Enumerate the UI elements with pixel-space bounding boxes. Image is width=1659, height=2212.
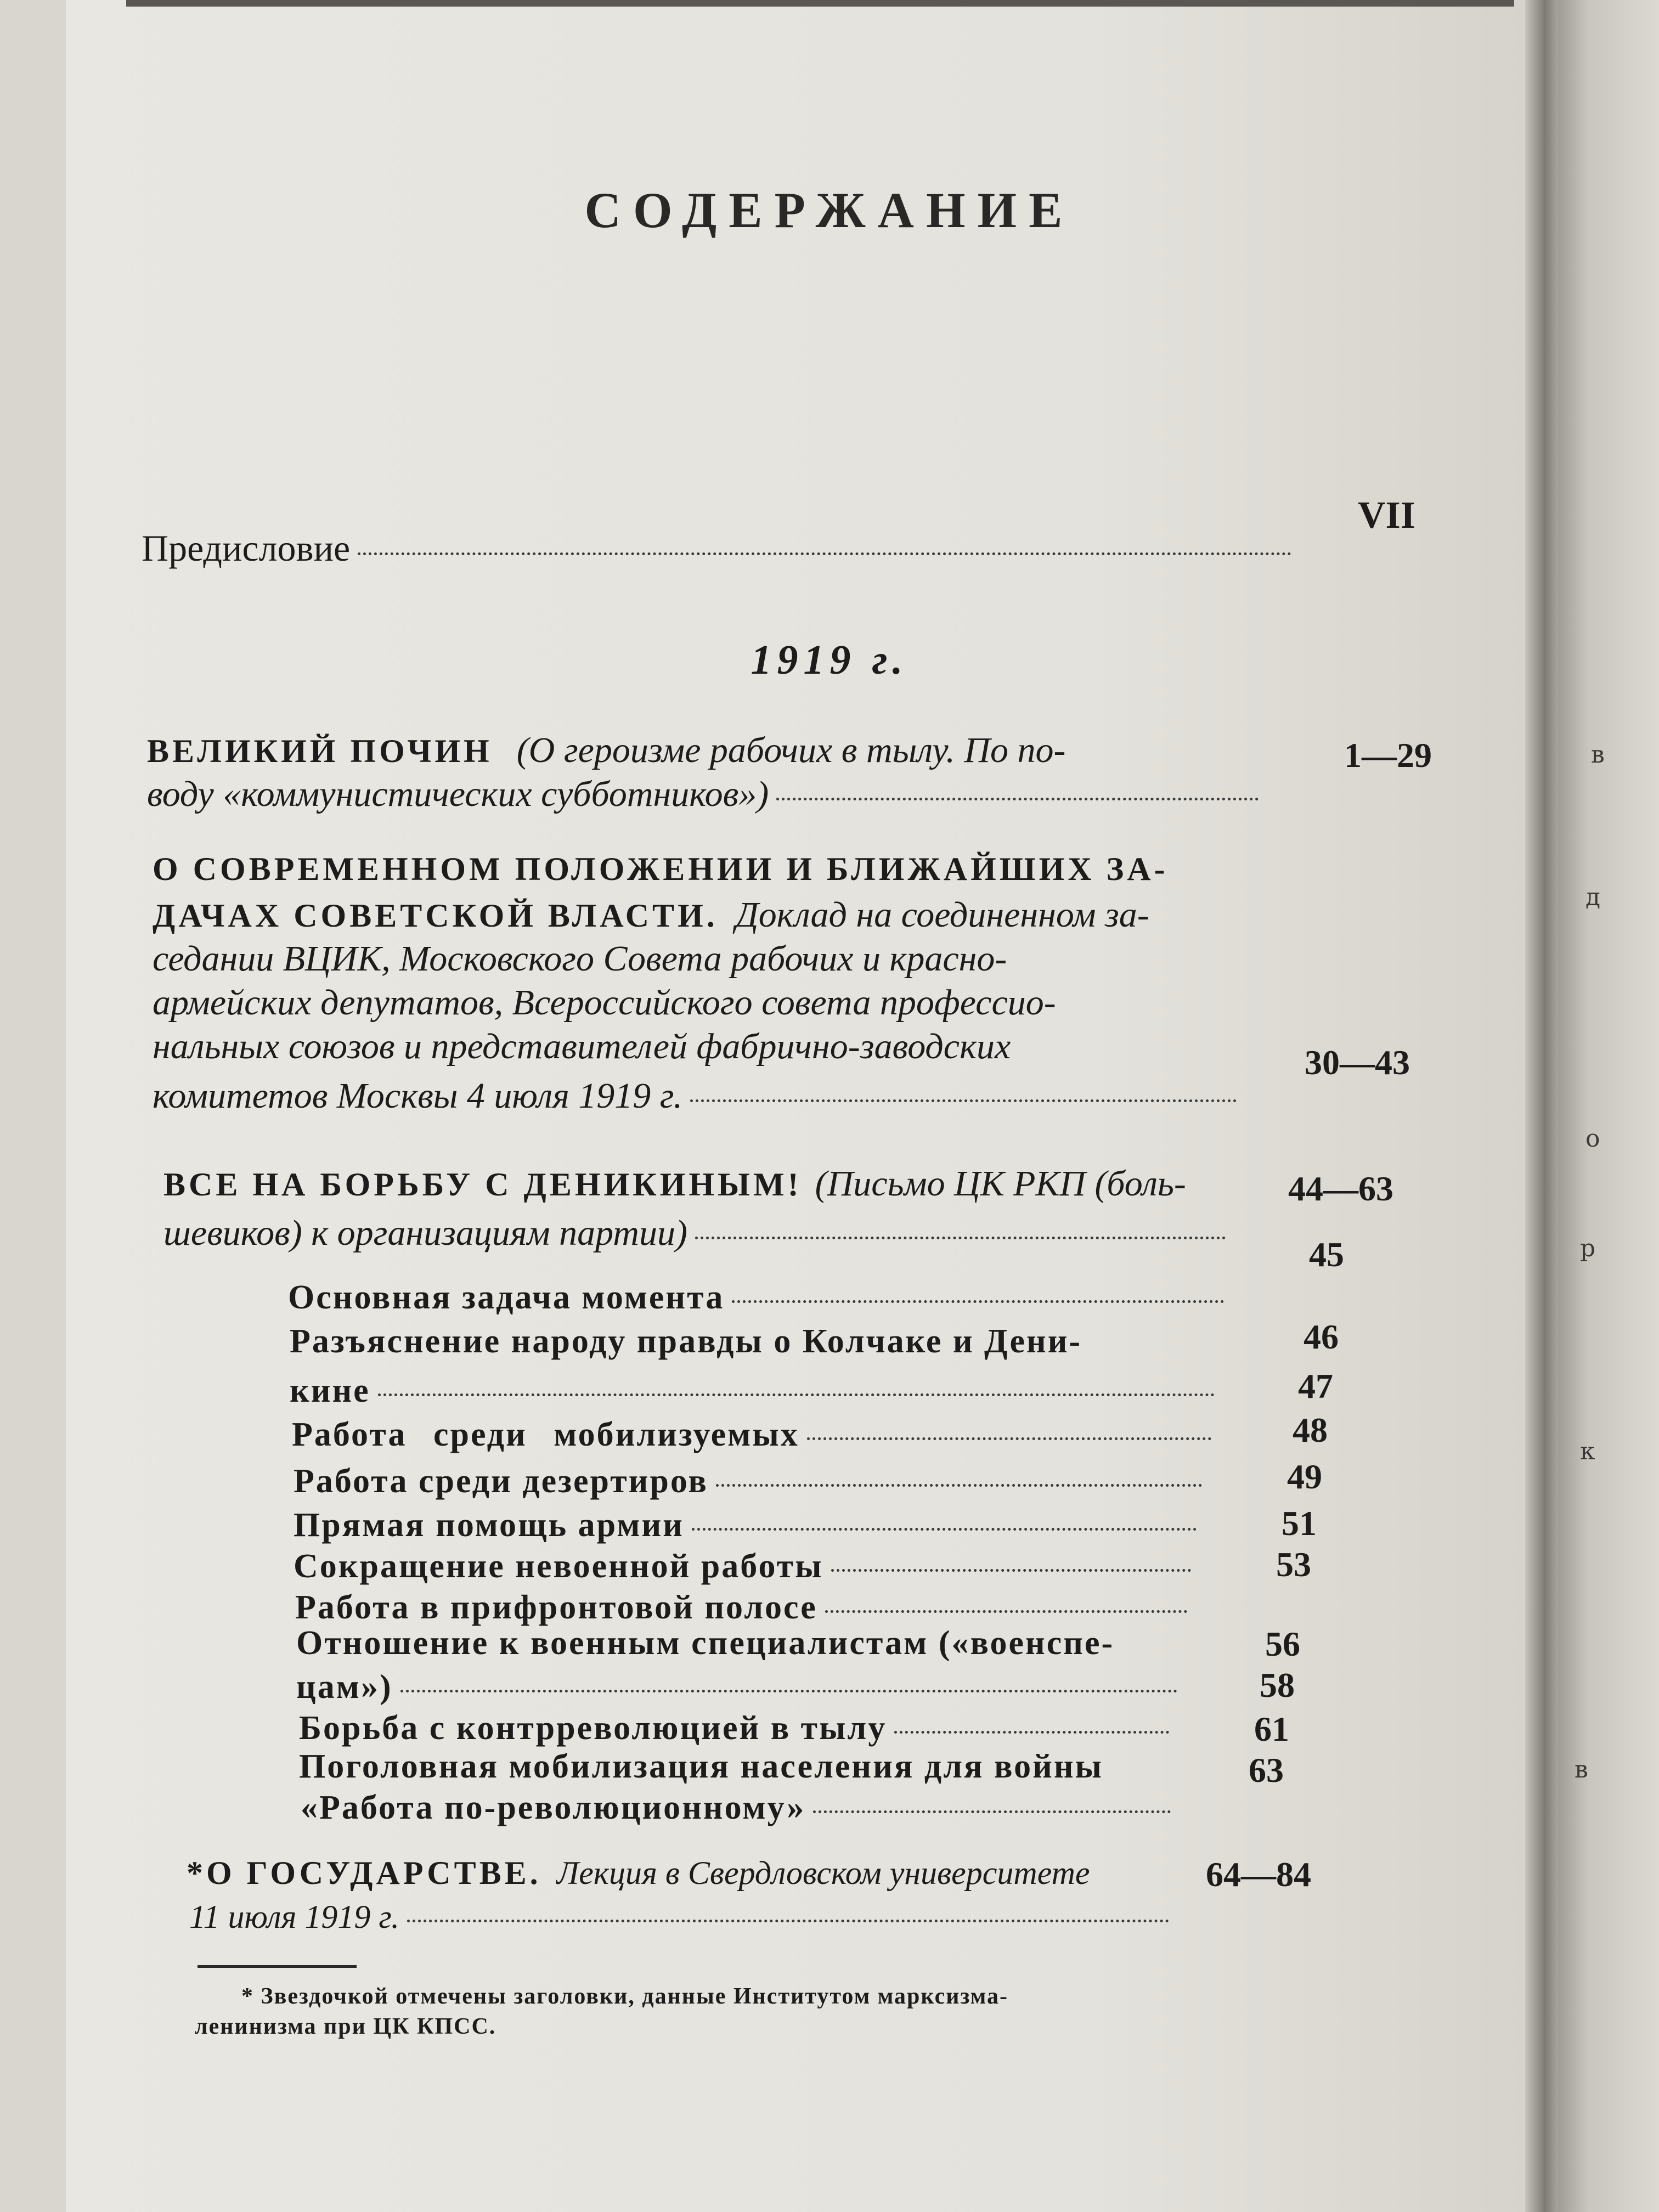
toc-entry-desc: (Письмо ЦК РКП (боль- [815,1164,1186,1204]
leader-dots [378,1393,1215,1396]
toc-subentry-label: «Работа по-революционному» [301,1789,806,1826]
toc-entry-3-line2 [163,1212,1233,1254]
toc-subentry [294,1506,1204,1545]
toc-page-number: 63 [1249,1751,1284,1790]
toc-page-number: 64—84 [1206,1855,1311,1894]
leader-dots [776,798,1259,800]
toc-entry-3-line1 [163,1163,1186,1205]
toc-subentry [294,1547,1199,1586]
toc-subentry-label: кине [290,1372,370,1409]
toc-subentry-label: Отношение к военным специалистам («военспе- [296,1624,1115,1662]
toc-entry-title: О СОВРЕМЕННОМ ПОЛОЖЕНИИ И БЛИЖАЙШИХ ЗА- [153,851,1169,887]
leader-dots [813,1810,1171,1813]
leader-dots [825,1610,1187,1613]
page-top-edge [126,0,1514,7]
toc-page-number: 45 [1309,1235,1344,1274]
toc-entry-title: ВЕЛИКИЙ ПОЧИН [147,733,493,769]
toc-subentry-label: цам») [296,1668,393,1706]
toc-subentry-label: Поголовная мобилизация населения для войны [299,1748,1103,1785]
toc-page-number: VII [1357,494,1415,537]
toc-entry-4-line2 [189,1898,1177,1936]
toc-page-number: 53 [1276,1545,1311,1584]
leader-dots [692,1528,1197,1531]
toc-page-number: 48 [1293,1410,1328,1449]
toc-subentry-label: Сокращение невоенной работы [294,1548,823,1585]
toc-entry-title: ВСЕ НА БОРЬБУ С ДЕНИКИНЫМ! [163,1166,802,1203]
toc-entry-title: *О ГОСУДАРСТВЕ. [187,1855,541,1891]
leader-dots [690,1099,1237,1102]
toc-page-number: 44—63 [1288,1169,1393,1208]
toc-entry-desc: армейских депутатов, Всероссийского совета профессио- [153,983,1056,1023]
footnote-line: * Звездочкой отмечены заголовки, данные Институтом марксизма- [241,1984,1008,2009]
facing-page-glyph: о [1585,1125,1600,1153]
toc-subentry [301,1788,1178,1827]
footnote-line: ленинизма при ЦК КПСС. [195,2014,496,2039]
toc-page-number: 58 [1260,1666,1295,1705]
book-gutter [1525,0,1558,2212]
toc-subentry [290,1372,1222,1410]
toc-entry-desc: Лекция в Свердловском университете [556,1855,1090,1891]
toc-entry-desc: Доклад на соединенном за- [735,895,1149,935]
leader-dots [831,1569,1192,1572]
toc-entry-2-last-line [153,1075,1244,1117]
page-title: СОДЕРЖАНИЕ [584,182,1075,238]
toc-entry-1-line1 [147,730,1066,771]
leader-dots [358,552,1291,555]
leader-dots [400,1690,1177,1692]
toc-entry-desc: нальных союзов и представителей фабрично-заводских [153,1026,1011,1066]
toc-subentry-label: Основная задача момента [288,1279,725,1316]
toc-entry-1-line2 [147,774,1266,815]
toc-page-number: 51 [1282,1504,1317,1543]
toc-subentry-label: Разъяснение народу правды о Колчаке и Дени- [290,1323,1082,1360]
section-year: 1919 г. [751,637,909,683]
toc-page-number: 56 [1265,1624,1300,1663]
toc-subentry-label: Работа в прифронтовой полосе [295,1589,817,1626]
toc-subentry [288,1278,1232,1317]
toc-subentry [294,1462,1210,1501]
footnote-rule [198,1965,357,1968]
facing-page-glyph: в [1575,1756,1588,1784]
toc-entry-preface [142,527,1299,570]
toc-subentry [296,1668,1185,1707]
toc-entry-label: Предисловие [142,527,351,569]
facing-page-glyph: р [1580,1234,1596,1262]
toc-entry-desc: (О героизме рабочих в тылу. По по- [516,730,1066,770]
toc-subentry [295,1588,1195,1627]
toc-entry-2-line2 [153,894,1149,936]
facing-page-glyph: д [1585,883,1601,911]
facing-page-glyph: в [1591,741,1605,769]
toc-page-number: 47 [1298,1367,1333,1406]
toc-entry-desc: комитетов Москвы 4 июля 1919 г. [153,1076,683,1116]
toc-page-number: 49 [1287,1457,1322,1496]
toc-page-number: 61 [1254,1709,1289,1748]
toc-page-number: 46 [1304,1317,1339,1356]
leader-dots [716,1484,1202,1487]
toc-subentry-label: Работа среди мобилизуемых [292,1416,799,1453]
toc-entry-title: ДАЧАХ СОВЕТСКОЙ ВЛАСТИ. [153,898,718,934]
leader-dots [732,1300,1224,1303]
leader-dots [807,1437,1211,1440]
toc-entry-desc: шевиков) к организациям партии) [163,1213,687,1253]
toc-page-number: 1—29 [1344,736,1432,775]
toc-page-number: 30—43 [1305,1043,1410,1082]
toc-entry-4-line1 [187,1854,1090,1892]
leader-dots [894,1731,1169,1734]
toc-subentry [299,1709,1177,1748]
toc-subentry-label: Прямая помощь армии [294,1506,684,1544]
toc-subentry [292,1415,1219,1454]
toc-entry-desc: седании ВЦИК, Московского Совета рабочих и красно- [153,939,1007,979]
toc-subentry-label: Борьба с контрреволюцией в тылу [299,1709,887,1747]
toc-subentry-label: Работа среди дезертиров [294,1463,708,1500]
toc-entry-desc: воду «коммунистических субботников») [147,774,769,814]
facing-page-glyph: к [1580,1437,1595,1465]
leader-dots [695,1237,1226,1239]
toc-entry-desc: 11 июля 1919 г. [189,1899,400,1935]
facing-page [1558,0,1659,2212]
leader-dots [407,1920,1169,1922]
